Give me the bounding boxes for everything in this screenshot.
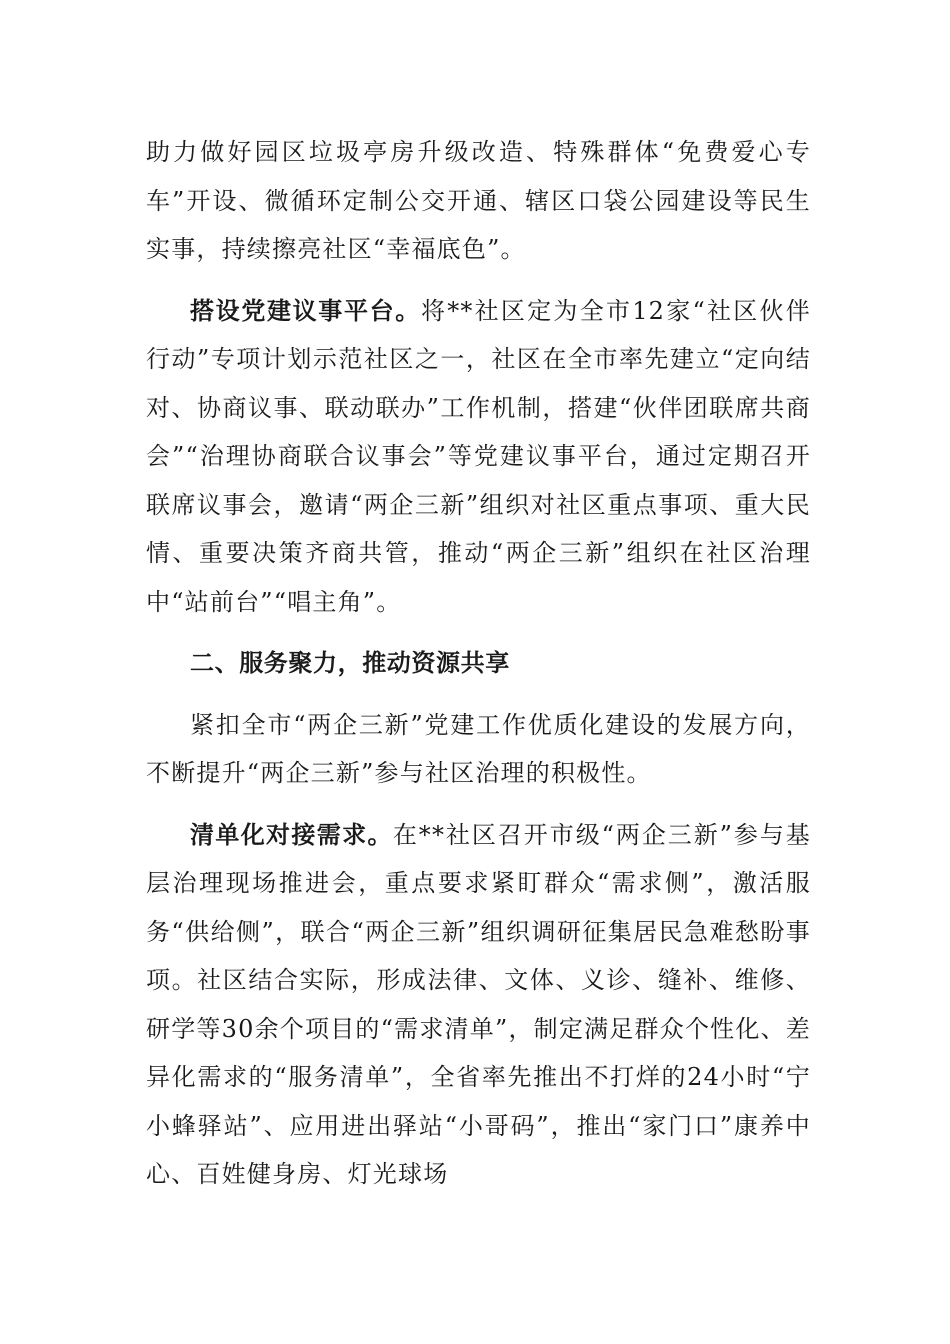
paragraph-text: 紧扣全市“两企三新”党建工作优质化建设的发展方向，不断提升“两企三新”参与社区治理的积极性。 [146,710,811,787]
section-heading: 二、服务聚力，推动资源共享 [190,649,510,677]
paragraph-platform [146,287,811,627]
paragraph-intro [146,701,811,798]
paragraph-demand-list [146,811,811,1199]
paragraph-text: 在**社区召开市级“两企三新”参与基层治理现场推进会，重点要求紧盯群众“需求侧”，激活服务“供给侧”，联合“两企三新”组织调研征集居民急难愁盼事项。社区结合实际，形成法律、文体、义诊、缝补、维修、研学等30余个项目的“需求清单”，制定满足群众个性化、差异化需求的“服务清单”，全省率先推出不打烊的24小时“宁小蜂驿站”、应用进出驿站“小哥码”，推出“家门口”康养中心、百姓健身房、灯光球场 [146,820,811,1188]
paragraph-text: 将**社区定为全市12家“社区伙伴行动”专项计划示范社区之一，社区在全市率先建立“定向结对、协商议事、联动联办”工作机制，搭建“伙伴团联席共商会”“治理协商联合议事会”等党建议事平台，通过定期召开联席议事会，邀请“两企三新”组织对社区重点事项、重大民情、重要决策齐商共管，推动“两企三新”组织在社区治理中“站前台”“唱主角”。 [146,296,811,616]
paragraph-continued [146,128,811,274]
paragraph-lead: 搭设党建议事平台。 [190,296,421,325]
paragraph-text: 助力做好园区垃圾亭房升级改造、特殊群体“免费爱心专车”开设、微循环定制公交开通、辖区口袋公园建设等民生实事，持续擦亮社区“幸福底色”。 [146,138,811,263]
document-body [146,128,811,1212]
paragraph-lead: 清单化对接需求。 [190,820,393,849]
